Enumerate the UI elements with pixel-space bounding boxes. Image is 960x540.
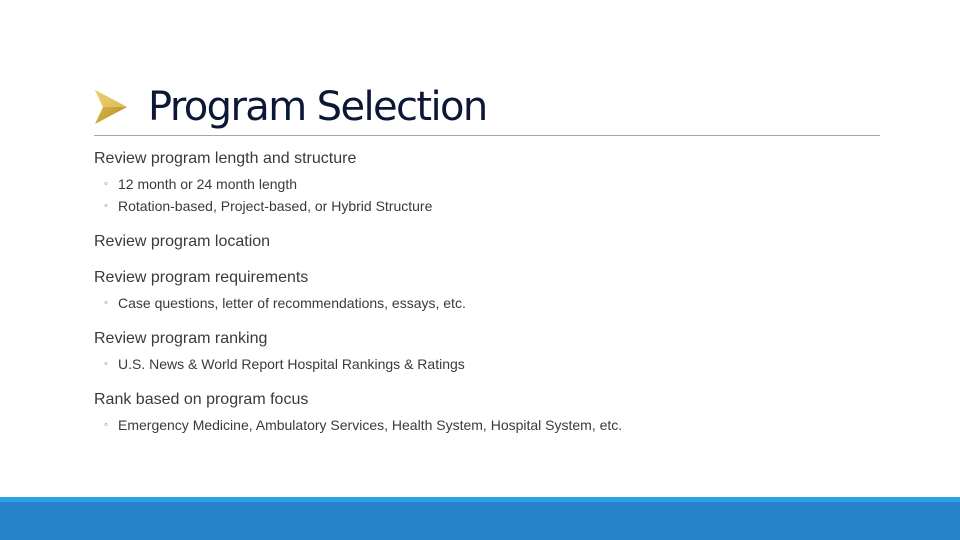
bullet-item xyxy=(94,231,914,253)
circle-bullet-icon: ◦ xyxy=(104,297,108,309)
sub-bullet-text: Rotation-based, Project-based, or Hybrid Structure xyxy=(118,198,433,214)
circle-bullet-icon: ◦ xyxy=(104,178,108,190)
title-row xyxy=(94,78,487,136)
sub-bullet-item xyxy=(94,195,914,217)
circle-bullet-icon: ◦ xyxy=(104,358,108,370)
sub-bullet-list xyxy=(94,414,914,436)
sub-bullet-item xyxy=(94,414,914,436)
bullet-item xyxy=(94,328,914,375)
sub-bullet-list xyxy=(94,353,914,375)
bullet-text: Review program location xyxy=(94,233,271,250)
sub-bullet-text: 12 month or 24 month length xyxy=(118,176,298,192)
sub-bullet-list xyxy=(94,292,914,314)
page-title: Program Selection xyxy=(148,84,487,130)
bullet-item xyxy=(94,267,914,314)
bullet-text: Review program ranking xyxy=(94,330,268,347)
sub-bullet-text: Case questions, letter of recommendations, essays, etc. xyxy=(118,295,466,311)
title-divider xyxy=(94,135,880,136)
bullet-list xyxy=(94,148,914,436)
arrow-bullet-icon xyxy=(94,87,128,127)
sub-bullet-item xyxy=(94,292,914,314)
circle-bullet-icon: ◦ xyxy=(104,200,108,212)
sub-bullet-item xyxy=(94,353,914,375)
bullet-text: Review program requirements xyxy=(94,269,309,286)
sub-bullet-text: U.S. News & World Report Hospital Rankings & Ratings xyxy=(118,356,465,372)
sub-bullet-text: Emergency Medicine, Ambulatory Services, Health System, Hospital System, etc. xyxy=(118,417,623,433)
circle-bullet-icon: ◦ xyxy=(104,419,108,431)
bullet-text: Review program length and structure xyxy=(94,150,357,167)
sub-bullet-list xyxy=(94,173,914,217)
bullet-item xyxy=(94,389,914,436)
bullet-text: Rank based on program focus xyxy=(94,391,309,408)
footer-band-dark xyxy=(0,502,960,540)
bullet-item xyxy=(94,148,914,217)
sub-bullet-item xyxy=(94,173,914,195)
